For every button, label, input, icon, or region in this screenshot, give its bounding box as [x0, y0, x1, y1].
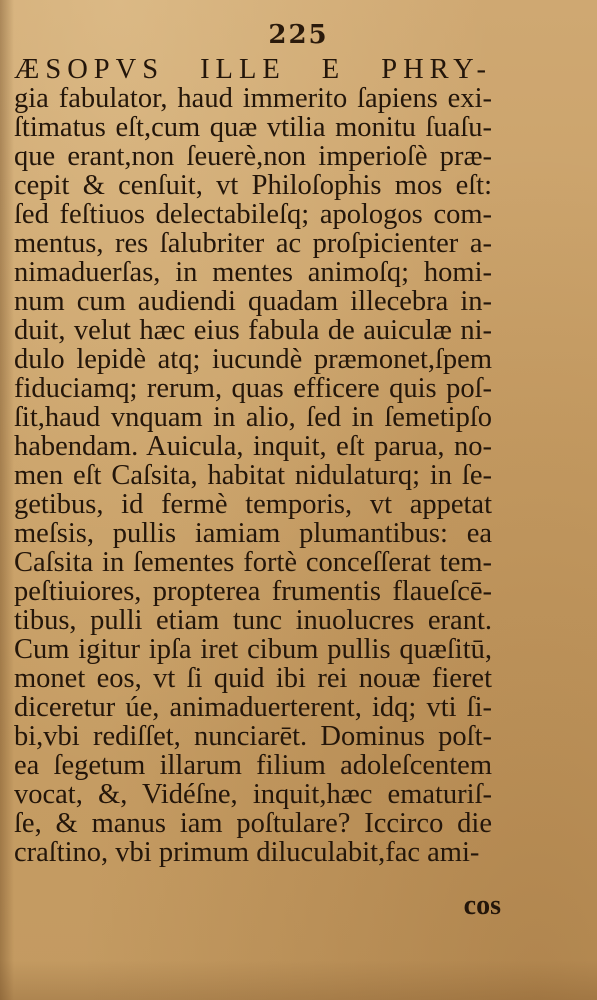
body-text: [14, 55, 492, 867]
text-line: ſed feſtiuos delectabileſq; apologos com-: [14, 200, 492, 229]
text-line: monet eos, vt ſi quid ibi rei nouæ fieret: [14, 664, 492, 693]
text-line: num cum audiendi quadam illecebra in-: [14, 287, 492, 316]
text-line: Caſsita in ſementes fortè conceſſerat tem-: [14, 548, 492, 577]
text-line: ſit,haud vnquam in alio, ſed in ſemetipſo: [14, 403, 492, 432]
text-line: Cum igitur ipſa iret cibum pullis quæſitū,: [14, 635, 492, 664]
page-shadow-left: [0, 0, 14, 1000]
text-line: getibus, id fermè temporis, vt appetat: [14, 490, 492, 519]
text-line: duit, velut hæc eius fabula de auiculæ ni-: [14, 316, 492, 345]
text-line: peſtiuiores, propterea frumentis flaueſcē-: [14, 577, 492, 606]
text-line: fiduciamq; rerum, quas efficere quis poſ-: [14, 374, 492, 403]
text-line: que erant,non ſeuerè,non imperioſè præ-: [14, 142, 492, 171]
text-line: nimaduerſas, in mentes animoſq; homi-: [14, 258, 492, 287]
text-line: bi,vbi rediſſet, nunciarēt. Dominus poſt-: [14, 722, 492, 751]
text-line: cepit & cenſuit, vt Philoſophis mos eſt:: [14, 171, 492, 200]
text-line: mentus, res ſalubriter ac proſpicienter a-: [14, 229, 492, 258]
text-line: craſtino, vbi primum diluculabit,fac ami-: [14, 838, 480, 867]
page-number: 225: [268, 20, 329, 50]
text-line: habendam. Auicula, inquit, eſt parua, no-: [14, 432, 492, 461]
text-line: ſe, & manus iam poſtulare? Iccirco die: [14, 809, 492, 838]
text-line: ſtimatus eſt,cum quæ vtilia monitu ſuaſu-: [14, 113, 492, 142]
text-line: ÆSOPVS ILLE E PHRY-: [14, 55, 492, 84]
text-line: dulo lepidè atq; iucundè præmonet,ſpem: [14, 345, 492, 374]
catchword: cos: [463, 890, 501, 921]
text-line: meſsis, pullis iamiam plumantibus: ea: [14, 519, 492, 548]
text-line: men eſt Caſsita, habitat nidulaturq; in ſe-: [14, 461, 492, 490]
text-line: gia fabulator, haud immerito ſapiens exi-: [14, 84, 492, 113]
text-line: diceretur úe, animaduerterent, idq; vti ſi-: [14, 693, 492, 722]
text-line: tibus, pulli etiam tunc inuolucres erant.: [14, 606, 492, 635]
text-line: ea ſegetum illarum filium adoleſcentem: [14, 751, 492, 780]
text-line: vocat, &, Vidéſne, inquit,hæc ematuriſ-: [14, 780, 492, 809]
page-shadow-bottom: [0, 960, 597, 1000]
